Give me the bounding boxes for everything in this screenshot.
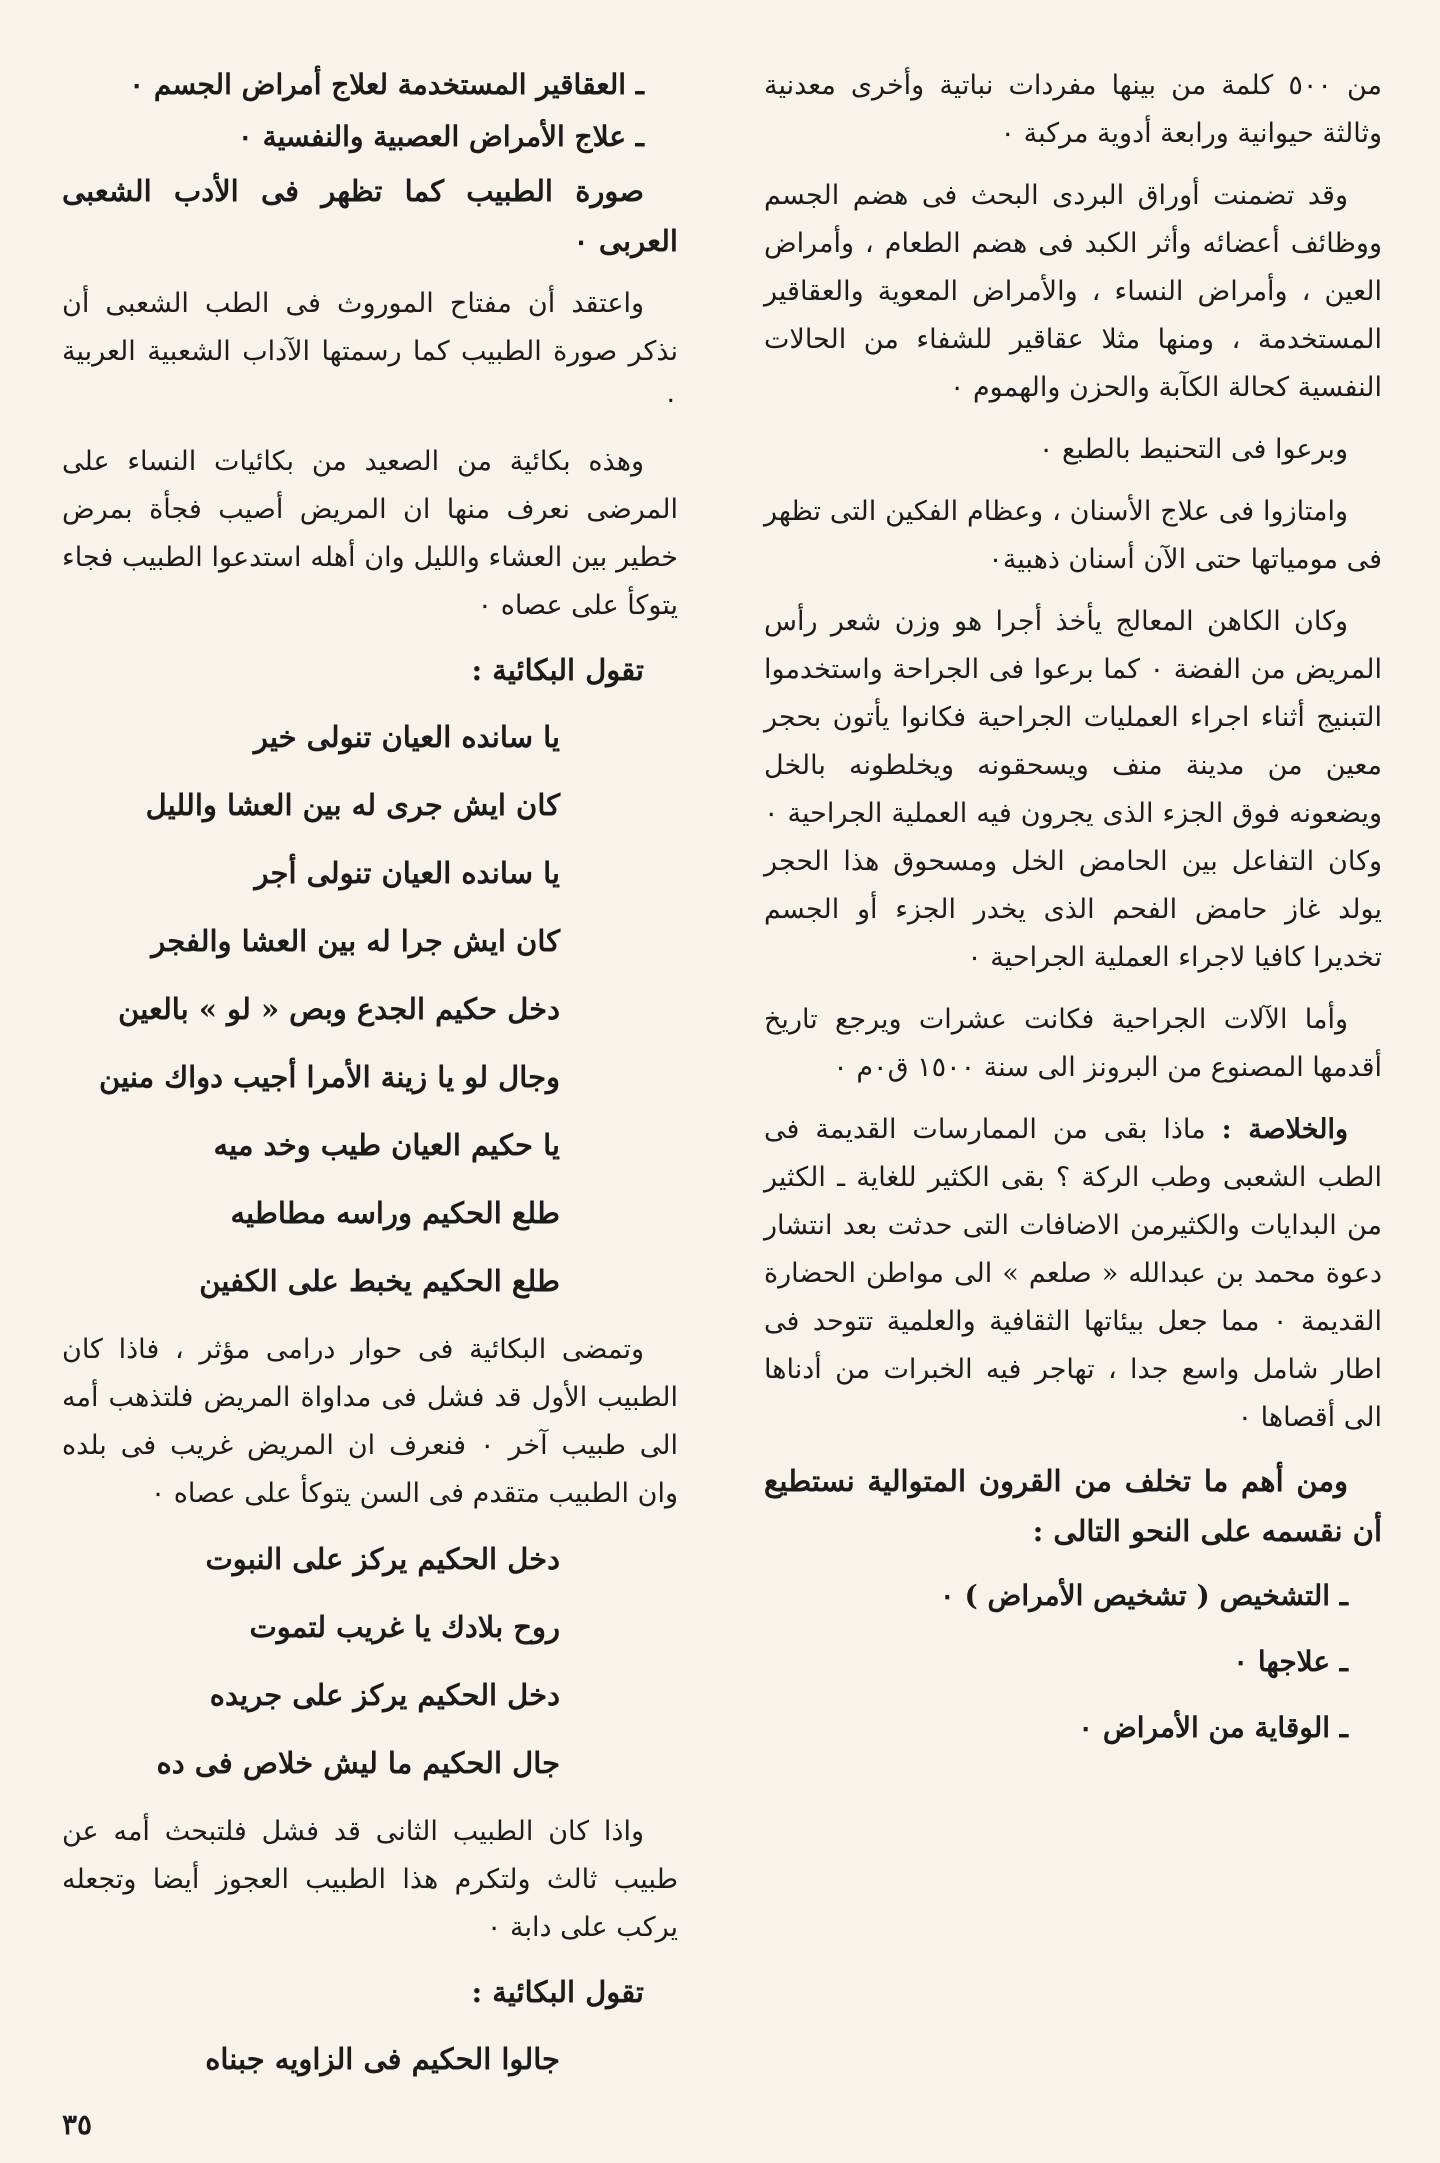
list-item: ـ العقاقير المستخدمة لعلاج أمراض الجسم ٠ xyxy=(129,68,644,101)
right-column xyxy=(764,62,1382,1768)
page-number: ٣٥ xyxy=(62,2108,93,2141)
paragraph: وهذه بكائية من الصعيد من بكائيات النساء على المرضى نعرف منها ان المريض أصيب فجأة بمرض خطير بين العشاء والليل وان أهله استدعوا الطبيب فجاء يتوكأ على عصاه ٠ xyxy=(62,446,678,621)
paragraph: وبرعوا فى التحنيط بالطبع ٠ xyxy=(1038,434,1348,465)
list-item: ـ التشخيص ( تشخيص الأمراض ) ٠ xyxy=(939,1579,1348,1612)
lament-verses xyxy=(62,2032,638,2086)
verse-line: يا سانده العيان تنولى أجر xyxy=(254,856,560,890)
paragraph: وقد تضمنت أوراق البردى البحث فى هضم الجسم ووظائف أعضائه وأثر الكبد فى هضم الطعام ، وأمراض العين ، وأمراض النساء ، والأمراض المعوية والعقاقير المستخدمة ، ومنها مثلا عقاقير للشفاء من الحالات النفسية كحالة الكآبة والحزن والهموم ٠ xyxy=(764,180,1382,403)
list-item: ـ علاج الأمراض العصبية والنفسية ٠ xyxy=(237,120,644,153)
verse-line: جال الحكيم ما ليش خلاص فى ده xyxy=(156,1746,560,1780)
paragraph: وأما الآلات الجراحية فكانت عشرات ويرجع تاريخ أقدمها المصنوع من البرونز الى سنة ١٥٠٠ ق٠م ٠ xyxy=(764,1004,1382,1083)
lament-verses xyxy=(62,710,638,1308)
verse-line: روح بلادك يا غريب لتموت xyxy=(249,1610,560,1644)
verse-line: جالوا الحكيم فى الزاويه جبناه xyxy=(205,2042,560,2076)
paragraph: واعتقد أن مفتاح الموروث فى الطب الشعبى أن نذكر صورة الطبيب كما رسمتها الآداب الشعبية العربية ٠ xyxy=(62,288,678,415)
list-item: ـ الوقاية من الأمراض ٠ xyxy=(1078,1711,1348,1744)
lament-intro: تقول البكائية : xyxy=(471,653,644,687)
paragraph: وكان الكاهن المعالج يأخذ أجرا هو وزن شعر رأس المريض من الفضة ٠ كما برعوا فى الجراحة واستخدموا التبنيج أثناء اجراء العمليات الجراحية فكانوا يأتون بحجر معين من مدينة منف ويسحقونه ويخلطونه بالخل ويضعونه فوق الجزء الذى يجرون فيه العملية الجراحية ٠ وكان التفاعل بين الحامض الخل ومسحوق هذا الحجر يولد غاز حامض الفحم الذى يخدر الجزء أو الجسم تخديرا كافيا لاجراء العملية الجراحية ٠ xyxy=(764,606,1383,973)
verse-line: دخل الحكيم يركز على النبوت xyxy=(205,1542,560,1576)
verse-line: كان ايش جرا له بين العشا والفجر xyxy=(151,924,560,958)
verse-line: طلع الحكيم يخبط على الكفين xyxy=(199,1264,560,1298)
paragraph: وتمضى البكائية فى حوار درامى مؤثر ، فاذا كان الطبيب الأول قد فشل فى مداواة المريض فلتذهب أمه الى طبيب آخر ٠ فنعرف ان المريض غريب فى بلده وان الطبيب متقدم فى السن يتوكأ على عصاه ٠ xyxy=(62,1334,678,1509)
conclusion-text: ماذا بقى من الممارسات القديمة فى الطب الشعبى وطب الركة ؟ بقى الكثير للغاية ـ الكثير من البدايات والكثيرمن الاضافات التى حدثت بعد انتشار دعوة محمد بن عبدالله « صلعم » الى مواطن الحضارة القديمة ٠ مما جعل بيئاتها الثقافية والعلمية تتوحد فى اطار شامل واسع جدا ، تهاجر فيه الخبرات من أدناها الى أقصاها ٠ xyxy=(764,1114,1382,1433)
section-heading: ومن أهم ما تخلف من القرون المتوالية نستطيع أن نقسمه على النحو التالى : xyxy=(764,1464,1382,1548)
lament-verses xyxy=(62,1532,638,1790)
conclusion-paragraph xyxy=(764,1106,1382,1442)
verse-line: وجال لو يا زينة الأمرا أجيب دواك منين xyxy=(99,1060,560,1094)
paragraph: من ٥٠٠ كلمة من بينها مفردات نباتية وأخرى معدنية وثالثة حيوانية ورابعة أدوية مركبة ٠ xyxy=(764,70,1382,149)
verse-line: يا حكيم العيان طيب وخد ميه xyxy=(213,1128,560,1162)
verse-line: طلع الحكيم وراسه مطاطيه xyxy=(230,1196,560,1230)
paragraph: وامتازوا فى علاج الأسنان ، وعظام الفكين التى تظهر فى مومياتها حتى الآن أسنان ذهبية٠ xyxy=(764,496,1382,575)
verse-line: دخل حكيم الجدع وبص « لو » بالعين xyxy=(118,992,560,1026)
left-column xyxy=(62,62,678,2104)
section-heading: صورة الطبيب كما تظهر فى الأدب الشعبى العربى ٠ xyxy=(62,174,678,258)
conclusion-label: والخلاصة : xyxy=(1221,1114,1348,1145)
verse-line: كان ايش جرى له بين العشا والليل xyxy=(145,788,560,822)
paragraph: واذا كان الطبيب الثانى قد فشل فلتبحث أمه عن طبيب ثالث ولتكرم هذا الطبيب العجوز أيضا وتجعله يركب على دابة ٠ xyxy=(62,1816,678,1943)
verse-line: دخل الحكيم يركز على جريده xyxy=(209,1678,560,1712)
lament-intro: تقول البكائية : xyxy=(471,1975,644,2009)
verse-line: يا سانده العيان تنولى خير xyxy=(253,720,560,754)
list-item: ـ علاجها ٠ xyxy=(1233,1645,1348,1678)
